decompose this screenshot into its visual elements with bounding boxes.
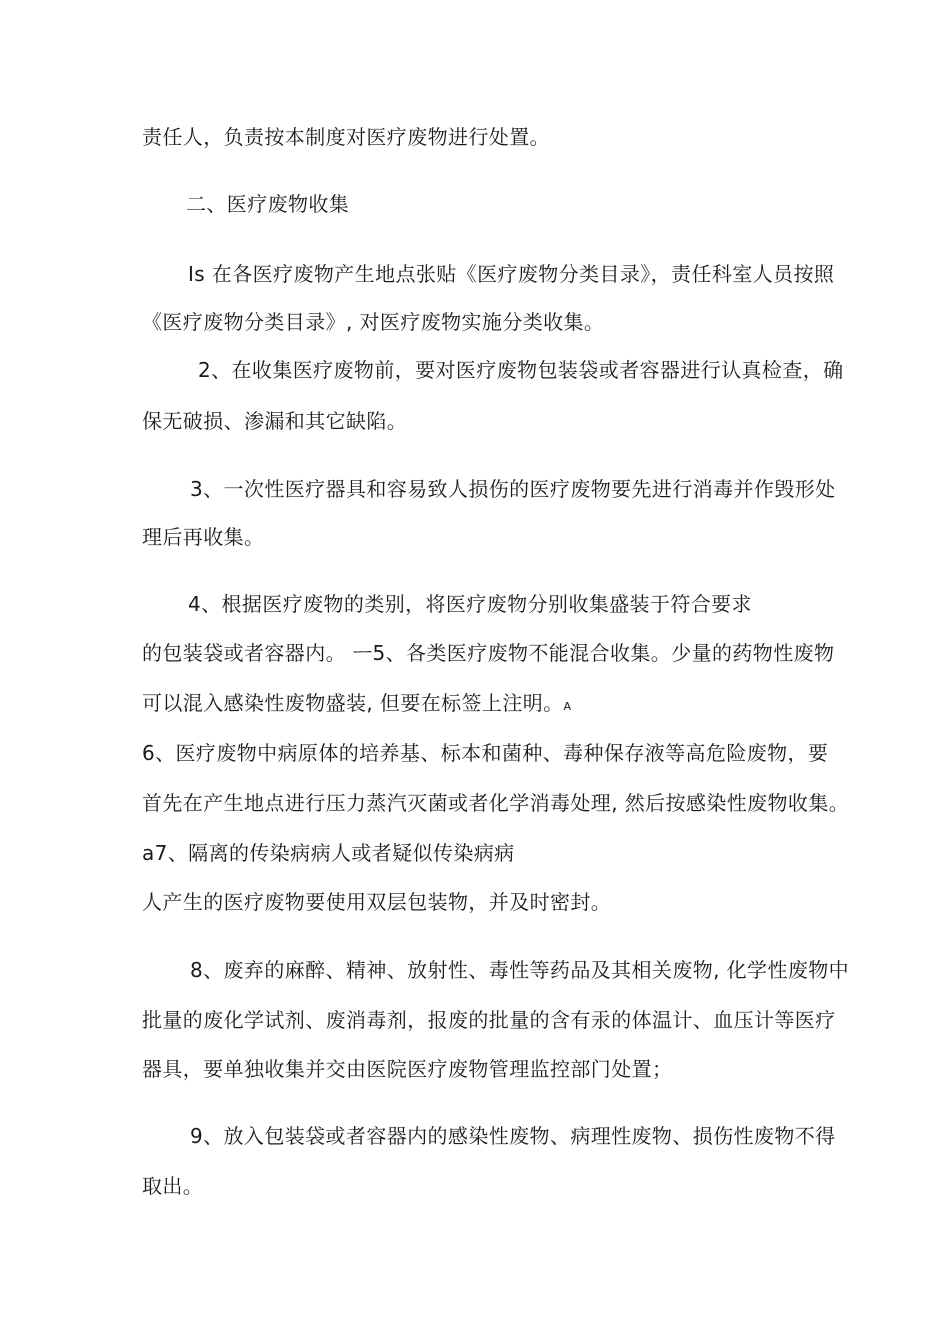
paragraph-line: 4、根据医疗废物的类别，将医疗废物分别收集盛装于符合要求 <box>188 592 752 616</box>
paragraph-line: 器具，要单独收集并交由医院医疗废物管理监控部门处置； <box>142 1057 673 1081</box>
paragraph-line: 2、在收集医疗废物前，要对医疗废物包装袋或者容器进行认真检查，确 <box>198 358 844 382</box>
paragraph-text: 可以混入感染性废物盛装, 但要在标签上注明。 <box>142 691 564 715</box>
paragraph-line: 人产生的医疗废物要使用双层包装物，并及时密封。 <box>142 890 612 914</box>
paragraph-line: 9、放入包装袋或者容器内的感染性废物、病理性废物、损伤性废物不得 <box>190 1124 836 1148</box>
paragraph-line: 8、废弃的麻醉、精神、放射性、毒性等药品及其相关废物, 化学性废物中 <box>190 958 850 982</box>
paragraph-line <box>142 689 571 721</box>
paragraph-line: 的包装袋或者容器内。 ㅡ5、各类医疗废物不能混合收集。少量的药物性废物 <box>142 641 835 665</box>
section-heading: 二、医疗废物收集 <box>186 192 350 216</box>
paragraph-line: 保无破损、渗漏和其它缺陷。 <box>142 409 408 433</box>
paragraph-line: 首先在产生地点进行压力蒸汽灭菌或者化学消毒处理, 然后按感染性废物收集。 <box>142 791 850 815</box>
stray-mark: A <box>563 700 572 713</box>
paragraph-line: 理后再收集。 <box>142 525 265 549</box>
paragraph-line: 责任人，负责按本制度对医疗废物进行处置。 <box>142 125 550 149</box>
paragraph-line: Is 在各医疗废物产生地点张贴《医疗废物分类目录》，责任科室人员按照 <box>188 262 835 286</box>
paragraph-line: 取出。 <box>142 1174 204 1198</box>
paragraph-line: 《医疗废物分类目录》, 对医疗废物实施分类收集。 <box>142 310 605 334</box>
paragraph-line: a7、隔离的传染病病人或者疑似传染病病 <box>142 841 515 865</box>
paragraph-line: 批量的废化学试剂、废消毒剂，报废的批量的含有汞的体温计、血压计等医疗 <box>142 1008 836 1032</box>
paragraph-line: 3、一次性医疗器具和容易致人损伤的医疗废物要先进行消毒并作毁形处 <box>190 477 836 501</box>
paragraph-line: 6、医疗废物中病原体的培养基、标本和菌种、毒种保存液等高危险废物，要 <box>142 741 829 765</box>
